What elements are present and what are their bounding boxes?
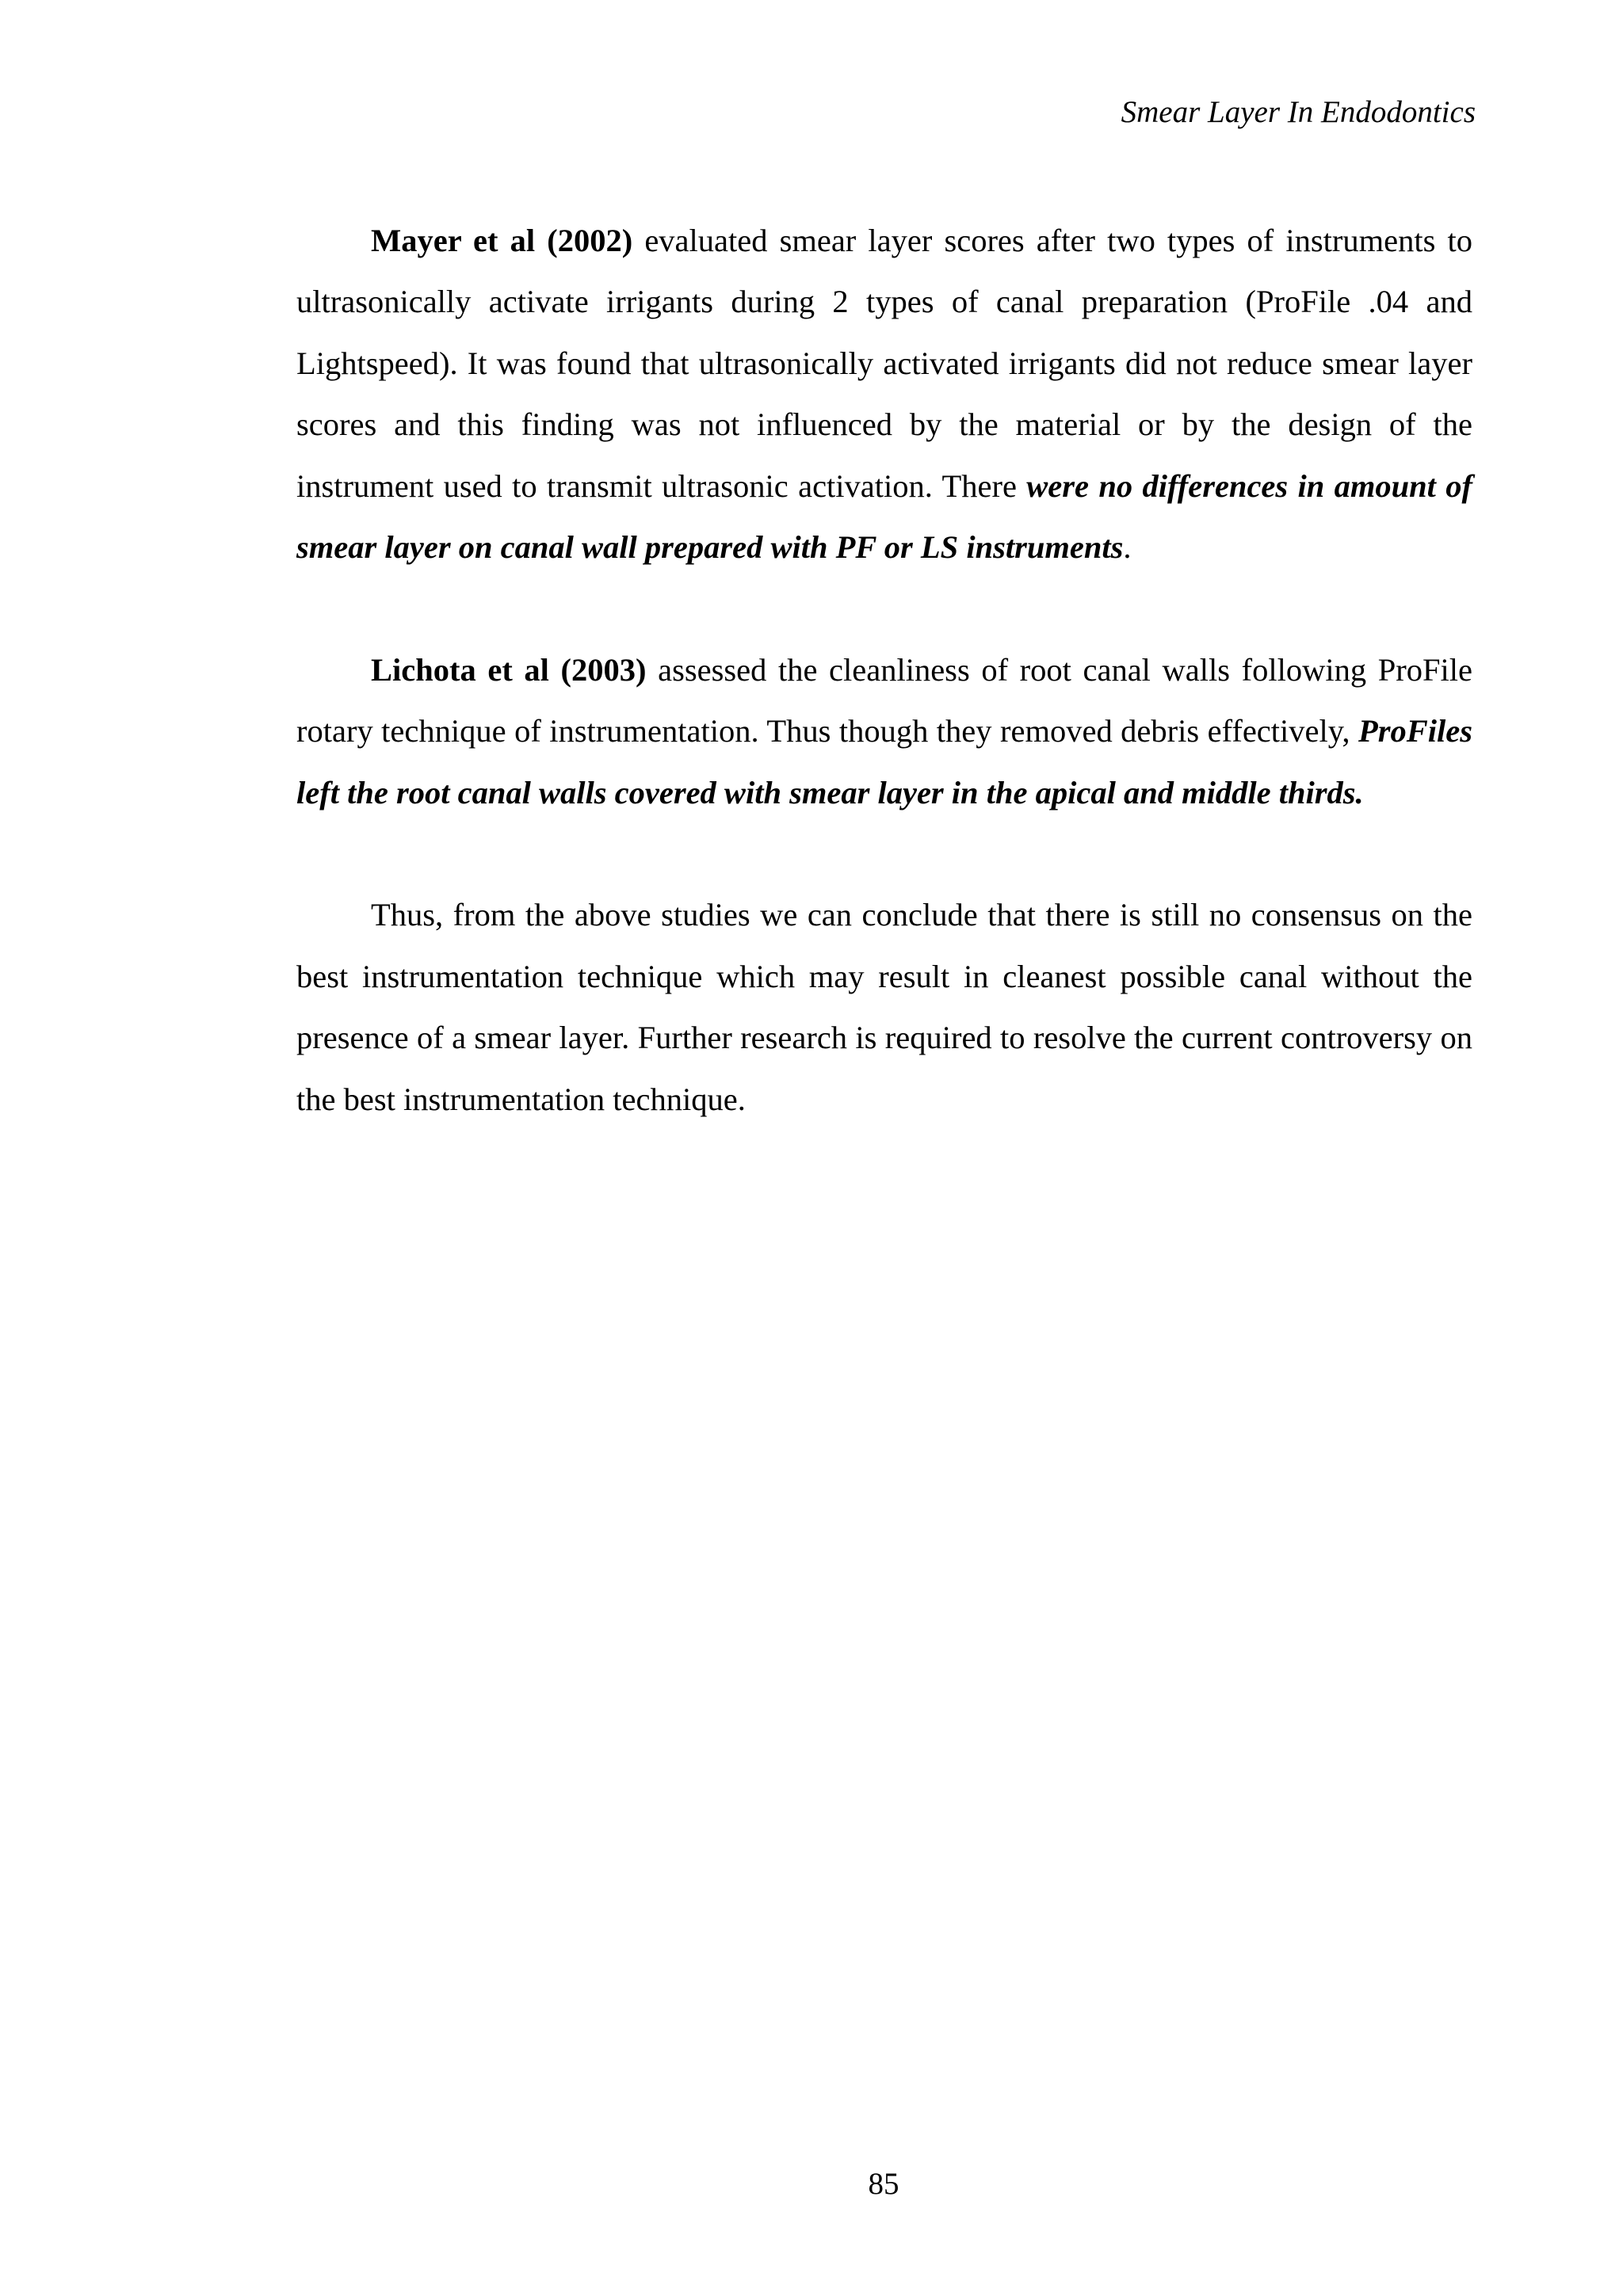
running-header: Smear Layer In Endodontics: [1121, 95, 1476, 129]
paragraph-lichota-text: assessed the cleanliness of root canal walls following ProFile rotary technique of instrumentation. Thus though they removed debris effectively,: [296, 651, 1472, 749]
paragraph-mayer-end: .: [1123, 529, 1132, 566]
citation-mayer: Mayer et al (2002): [371, 223, 633, 258]
paragraph-mayer-text: evaluated smear layer scores after two types of instruments to ultrasonically activate irrigants during 2 types of canal preparation (ProFile .04 and Lightspeed). It was found that ultrasonically activated irrigants did not reduce smear layer scores and this finding was not influenced by the material or by the design of the instrument used to transmit ultrasonic activation. There: [296, 223, 1472, 504]
body-text: [296, 210, 1472, 1191]
paragraph-mayer-emphasis: were no differences in amount of smear layer on canal wall prepared with PF or LS instruments: [296, 467, 1472, 566]
page-number: 85: [868, 2167, 899, 2201]
paragraph-lichota: [296, 639, 1472, 823]
paragraph-mayer: [296, 210, 1472, 578]
citation-lichota: Lichota et al (2003): [371, 651, 647, 688]
paragraph-lichota-emphasis: ProFiles left the root canal walls covered with smear layer in the apical and middle thirds.: [296, 713, 1472, 810]
paragraph-conclusion: Thus, from the above studies we can conclude that there is still no consensus on the best instrumentation technique which may result in cleanest possible canal without the presence of a smear layer. Further research is required to resolve the current controversy on the best instrumentation technique.: [296, 897, 1472, 1117]
